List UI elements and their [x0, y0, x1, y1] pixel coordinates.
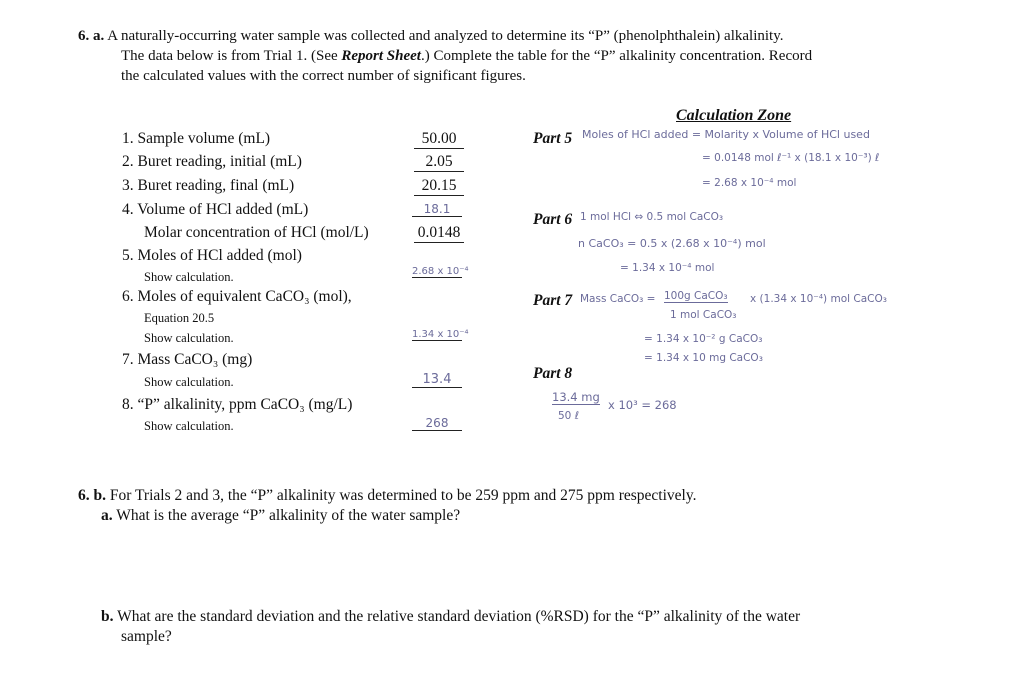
question-6a: [78, 26, 908, 86]
part-7-numerator: 100g CaCO₃: [664, 290, 728, 302]
row-label-6: 6. Moles of equivalent CaCO₃ (mol),: [122, 288, 352, 305]
part-8-result: x 10³ = 268: [608, 398, 677, 412]
part-5-label: Part 5: [533, 130, 573, 147]
question-6b-b-line2: sample?: [121, 628, 172, 645]
row-value-6: 1.34 x 10⁻⁴: [412, 329, 469, 340]
row-label-5: 5. Moles of HCl added (mol): [122, 247, 302, 264]
part-5-line1: Moles of HCl added = Molarity x Volume of HCl used: [582, 128, 870, 141]
row-value-8: 268: [412, 416, 462, 431]
question-part-label: b.: [93, 487, 106, 504]
part-5-line2: = 0.0148 mol ℓ⁻¹ x (18.1 x 10⁻³) ℓ: [702, 152, 880, 164]
row-value-2: 2.05: [414, 153, 464, 172]
question-part-label: a.: [93, 28, 105, 44]
part-5-line3: = 2.68 x 10⁻⁴ mol: [702, 177, 797, 189]
row-7-sub: Show calculation.: [144, 375, 234, 389]
text-frag: .) Complete the table for the “P” alkalinity concentration. Record: [420, 48, 813, 64]
part-7-lhs: Mass CaCO₃ =: [580, 293, 656, 305]
row-5-sub: Show calculation.: [144, 270, 234, 284]
row-label-3: 3. Buret reading, final (mL): [122, 177, 295, 194]
sub-question-text: What is the average “P” alkalinity of the water sample?: [116, 507, 461, 524]
question-number: 6.: [78, 28, 90, 44]
row-6-sub: Equation 20.5: [144, 311, 215, 325]
question-6b-a: [101, 507, 460, 525]
sub-question-label: b.: [101, 608, 114, 625]
question-text-line3: the calculated values with the correct number of significant figures.: [121, 68, 526, 84]
row-label-7: 7. Mass CaCO₃ (mg): [122, 351, 253, 368]
part-8-label: Part 8: [533, 365, 573, 382]
row-label-4: 4. Volume of HCl added (mL): [122, 201, 309, 218]
sub-question-label: a.: [101, 507, 113, 524]
part-7-rhs: x (1.34 x 10⁻⁴) mol CaCO₃: [750, 293, 887, 305]
part-8-denominator: 50 ℓ: [558, 410, 580, 422]
row-value-molarity: 0.0148: [414, 224, 464, 243]
question-6b: [78, 487, 696, 505]
part-7-line3: = 1.34 x 10 mg CaCO₃: [644, 352, 763, 364]
row-value-7: 13.4: [412, 372, 462, 388]
row-value-3: 20.15: [414, 177, 464, 196]
calculation-zone-title: Calculation Zone: [676, 107, 792, 124]
question-text-line1: A naturally-occurring water sample was collected and analyzed to determine its “P” (phenolphthalein) alkalinity.: [107, 28, 784, 44]
part-6-line3: = 1.34 x 10⁻⁴ mol: [620, 262, 715, 274]
row-value-5: 2.68 x 10⁻⁴: [412, 266, 469, 277]
row-label-8: 8. “P” alkalinity, ppm CaCO₃ (mg/L): [122, 396, 353, 413]
question-6b-b: [101, 608, 800, 626]
part-6-line2: n CaCO₃ = 0.5 x (2.68 x 10⁻⁴) mol: [578, 237, 766, 250]
question-number: 6.: [78, 487, 90, 504]
sub-question-text: What are the standard deviation and the relative standard deviation (%RSD) for the “P” alkalinity of the water: [117, 608, 801, 625]
row-label-molarity: Molar concentration of HCl (mol/L): [144, 224, 369, 241]
row-6-sub2: Show calculation.: [144, 331, 234, 345]
part-8-numerator: 13.4 mg: [552, 390, 600, 404]
part-6-label: Part 6: [533, 211, 573, 228]
row-value-4: 18.1: [412, 202, 462, 217]
part-7-denominator: 1 mol CaCO₃: [670, 309, 737, 321]
part-6-line1: 1 mol HCl ⇔ 0.5 mol CaCO₃: [580, 211, 724, 223]
question-6b-text: For Trials 2 and 3, the “P” alkalinity was determined to be 259 ppm and 275 ppm respectively.: [109, 487, 697, 504]
part-7-line2: = 1.34 x 10⁻² g CaCO₃: [644, 333, 763, 345]
row-label-1: 1. Sample volume (mL): [122, 130, 271, 147]
report-sheet-ref: Report Sheet: [341, 48, 421, 64]
row-label-2: 2. Buret reading, initial (mL): [122, 153, 302, 170]
row-value-1: 50.00: [414, 130, 464, 149]
part-7-label: Part 7: [533, 292, 573, 309]
text-frag: The data below is from Trial 1. (See: [121, 48, 342, 64]
row-8-sub: Show calculation.: [144, 419, 234, 433]
question-text-line2: [78, 46, 908, 66]
